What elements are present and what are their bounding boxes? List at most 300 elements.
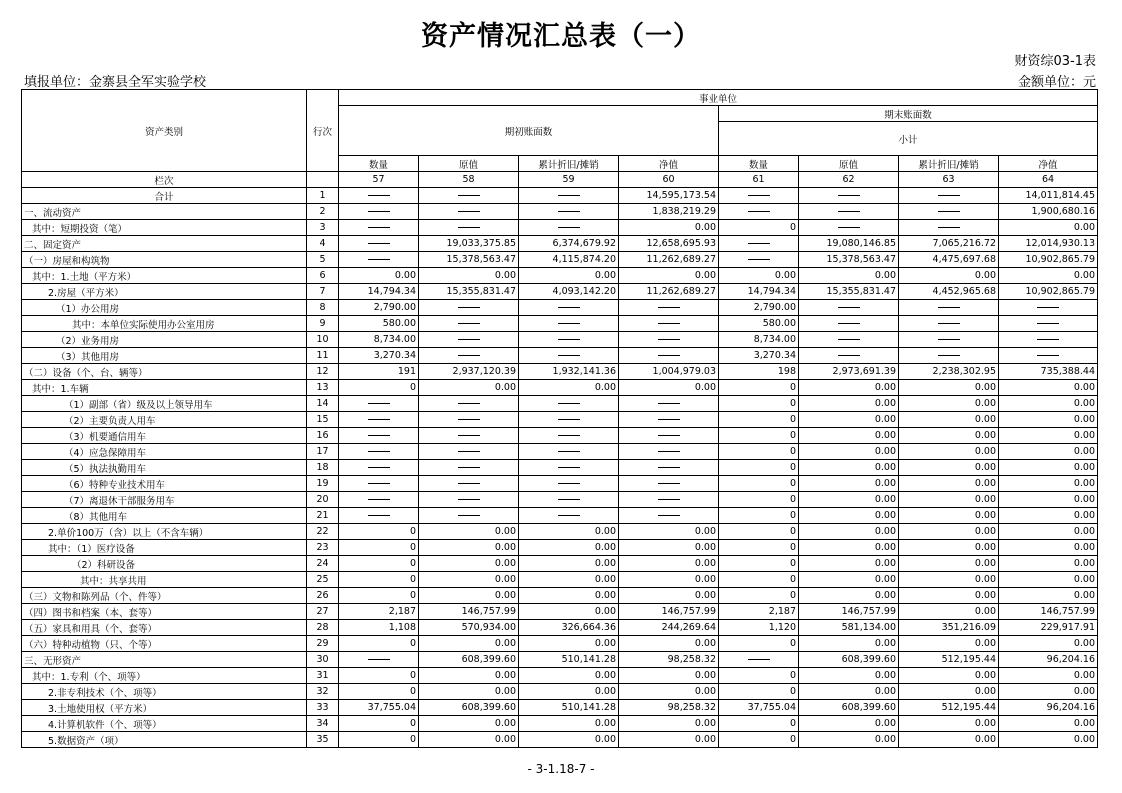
value-cell: 0.00 [899, 508, 999, 524]
value-cell: 98,258.32 [619, 652, 719, 668]
row-label: （三）文物和陈列品（个、件等） [22, 588, 307, 604]
table-row [22, 316, 1098, 332]
row-label: （6）特种专业技术用车 [22, 476, 307, 492]
value-cell: 0.00 [999, 460, 1098, 476]
row-number: 30 [307, 652, 339, 668]
table-row [22, 540, 1098, 556]
not-applicable-cell [719, 204, 799, 220]
not-applicable-cell [799, 220, 899, 236]
value-cell: 0.00 [619, 636, 719, 652]
dash-mark [558, 515, 580, 516]
dash-mark [368, 659, 390, 660]
value-cell: 0.00 [999, 476, 1098, 492]
value-cell: 0.00 [999, 380, 1098, 396]
value-cell: 608,399.60 [419, 700, 519, 716]
value-cell: 0 [719, 588, 799, 604]
not-applicable-cell [339, 236, 419, 252]
header-net-value: 净值 [619, 156, 719, 172]
value-cell: 4,452,965.68 [899, 284, 999, 300]
value-cell: 0 [339, 684, 419, 700]
dash-mark [1037, 355, 1059, 356]
value-cell: 0.00 [999, 492, 1098, 508]
value-cell: 0.00 [619, 716, 719, 732]
value-cell: 0 [719, 492, 799, 508]
value-cell: 0.00 [899, 524, 999, 540]
not-applicable-cell [719, 252, 799, 268]
value-cell: 0.00 [419, 524, 519, 540]
value-cell: 0 [339, 588, 419, 604]
value-cell: 0 [719, 428, 799, 444]
dash-mark [1037, 307, 1059, 308]
header-quantity: 数量 [719, 156, 799, 172]
row-number: 13 [307, 380, 339, 396]
row-number: 6 [307, 268, 339, 284]
row-number: 16 [307, 428, 339, 444]
row-number: 15 [307, 412, 339, 428]
value-cell: 8,734.00 [719, 332, 799, 348]
header-depreciation: 累计折旧/摊销 [899, 156, 999, 172]
dash-mark [458, 307, 480, 308]
dash-mark [658, 499, 680, 500]
table-row [22, 332, 1098, 348]
dash-mark [368, 435, 390, 436]
not-applicable-cell [799, 316, 899, 332]
value-cell: 0.00 [619, 588, 719, 604]
table-row [22, 572, 1098, 588]
not-applicable-cell [339, 412, 419, 428]
dash-mark [938, 323, 960, 324]
value-cell: 15,378,563.47 [799, 252, 899, 268]
table-row [22, 636, 1098, 652]
row-number: 14 [307, 396, 339, 412]
row-label: （5）执法执勤用车 [22, 460, 307, 476]
dash-mark [558, 195, 580, 196]
row-number: 17 [307, 444, 339, 460]
not-applicable-cell [519, 508, 619, 524]
row-number: 31 [307, 668, 339, 684]
dash-mark [458, 451, 480, 452]
value-cell: 0.00 [799, 412, 899, 428]
value-cell: 0.00 [419, 572, 519, 588]
value-cell: 0.00 [899, 668, 999, 684]
dash-mark [558, 419, 580, 420]
value-cell: 0.00 [999, 668, 1098, 684]
value-cell: 0.00 [899, 732, 999, 748]
column-number: 59 [519, 172, 619, 188]
value-cell: 0.00 [799, 396, 899, 412]
not-applicable-cell [719, 652, 799, 668]
not-applicable-cell [339, 204, 419, 220]
value-cell: 0.00 [899, 380, 999, 396]
value-cell: 0.00 [799, 588, 899, 604]
column-number: 57 [339, 172, 419, 188]
value-cell: 0.00 [519, 684, 619, 700]
table-body [22, 188, 1098, 748]
value-cell: 0.00 [899, 636, 999, 652]
row-label: 三、无形资产 [22, 652, 307, 668]
dash-mark [368, 243, 390, 244]
row-number: 21 [307, 508, 339, 524]
not-applicable-cell [519, 220, 619, 236]
value-cell: 0.00 [999, 716, 1098, 732]
report-title: 资产情况汇总表（一） [421, 21, 701, 52]
value-cell: 15,355,831.47 [419, 284, 519, 300]
value-cell: 351,216.09 [899, 620, 999, 636]
row-label: （二）设备（个、台、辆等） [22, 364, 307, 380]
value-cell: 0.00 [999, 444, 1098, 460]
column-number: 64 [999, 172, 1098, 188]
not-applicable-cell [899, 220, 999, 236]
value-cell: 0.00 [799, 460, 899, 476]
value-cell: 0.00 [419, 716, 519, 732]
row-number: 34 [307, 716, 339, 732]
value-cell: 146,757.99 [799, 604, 899, 620]
value-cell: 0.00 [899, 444, 999, 460]
value-cell: 0.00 [899, 588, 999, 604]
value-cell: 0.00 [999, 732, 1098, 748]
value-cell: 0.00 [999, 572, 1098, 588]
value-cell: 0.00 [619, 380, 719, 396]
row-number: 24 [307, 556, 339, 572]
row-label: （7）离退休干部服务用车 [22, 492, 307, 508]
header-row-no: 行次 [307, 90, 339, 172]
not-applicable-cell [339, 652, 419, 668]
value-cell: 96,204.16 [999, 652, 1098, 668]
value-cell: 0.00 [419, 668, 519, 684]
row-number: 12 [307, 364, 339, 380]
page-number: - 3-1.18-7 - [527, 762, 595, 776]
value-cell: 0 [339, 732, 419, 748]
value-cell: 0.00 [999, 524, 1098, 540]
row-number: 10 [307, 332, 339, 348]
not-applicable-cell [339, 492, 419, 508]
value-cell: 0.00 [419, 380, 519, 396]
value-cell: 0 [339, 540, 419, 556]
value-cell: 0.00 [519, 268, 619, 284]
value-cell: 191 [339, 364, 419, 380]
dash-mark [458, 515, 480, 516]
value-cell: 0.00 [799, 268, 899, 284]
value-cell: 1,900,680.16 [999, 204, 1098, 220]
row-number: 7 [307, 284, 339, 300]
value-cell: 580.00 [339, 316, 419, 332]
value-cell: 0.00 [519, 732, 619, 748]
dash-mark [748, 243, 770, 244]
value-cell: 512,195.44 [899, 652, 999, 668]
value-cell: 0.00 [619, 220, 719, 236]
value-cell: 4,115,874.20 [519, 252, 619, 268]
table-row [22, 492, 1098, 508]
value-cell: 0.00 [519, 716, 619, 732]
value-cell: 2,937,120.39 [419, 364, 519, 380]
dash-mark [838, 307, 860, 308]
table-row [22, 588, 1098, 604]
dash-mark [458, 323, 480, 324]
row-number: 4 [307, 236, 339, 252]
value-cell: 12,014,930.13 [999, 236, 1098, 252]
value-cell: 608,399.60 [799, 700, 899, 716]
dash-mark [838, 227, 860, 228]
value-cell: 0.00 [619, 540, 719, 556]
header-original-value: 原值 [799, 156, 899, 172]
dash-mark [748, 659, 770, 660]
value-cell: 0.00 [799, 476, 899, 492]
value-cell: 7,065,216.72 [899, 236, 999, 252]
dash-mark [658, 355, 680, 356]
not-applicable-cell [799, 188, 899, 204]
value-cell: 10,902,865.79 [999, 284, 1098, 300]
row-label: 4.计算机软件（个、项等） [22, 716, 307, 732]
not-applicable-cell [419, 204, 519, 220]
not-applicable-cell [519, 332, 619, 348]
row-label: 其中：本单位实际使用办公室用房 [22, 316, 307, 332]
value-cell: 0.00 [339, 268, 419, 284]
value-cell: 0.00 [999, 220, 1098, 236]
value-cell: 0.00 [419, 556, 519, 572]
dash-mark [458, 419, 480, 420]
not-applicable-cell [339, 508, 419, 524]
value-cell: 0.00 [999, 428, 1098, 444]
not-applicable-cell [619, 508, 719, 524]
value-cell: 0.00 [999, 540, 1098, 556]
value-cell: 326,664.36 [519, 620, 619, 636]
dash-mark [458, 499, 480, 500]
value-cell: 15,378,563.47 [419, 252, 519, 268]
value-cell: 2,973,691.39 [799, 364, 899, 380]
value-cell: 0.00 [619, 684, 719, 700]
value-cell: 14,794.34 [339, 284, 419, 300]
value-cell: 0.00 [799, 572, 899, 588]
not-applicable-cell [899, 316, 999, 332]
value-cell: 0 [339, 556, 419, 572]
row-label: 2.单价100万（含）以上（不含车辆） [22, 524, 307, 540]
value-cell: 0.00 [899, 492, 999, 508]
value-cell: 0 [719, 556, 799, 572]
value-cell: 14,595,173.54 [619, 188, 719, 204]
value-cell: 6,374,679.92 [519, 236, 619, 252]
value-cell: 0 [719, 220, 799, 236]
row-label: （2）业务用房 [22, 332, 307, 348]
amount-unit: 金额单位：元 [1017, 75, 1096, 90]
dash-mark [838, 355, 860, 356]
row-label: （1）办公用房 [22, 300, 307, 316]
dash-mark [558, 227, 580, 228]
not-applicable-cell [619, 460, 719, 476]
row-number: 18 [307, 460, 339, 476]
column-number: 62 [799, 172, 899, 188]
value-cell: 0.00 [619, 732, 719, 748]
not-applicable-cell [899, 332, 999, 348]
value-cell: 0.00 [519, 636, 619, 652]
value-cell: 0.00 [619, 556, 719, 572]
header-institution: 事业单位 [339, 90, 1098, 106]
dash-mark [558, 435, 580, 436]
dash-mark [458, 195, 480, 196]
value-cell: 3,270.34 [719, 348, 799, 364]
not-applicable-cell [999, 332, 1098, 348]
value-cell: 0 [339, 716, 419, 732]
not-applicable-cell [419, 460, 519, 476]
value-cell: 0.00 [799, 508, 899, 524]
header-asset-category: 资产类别 [22, 90, 307, 172]
not-applicable-cell [519, 428, 619, 444]
table-row [22, 412, 1098, 428]
not-applicable-cell [419, 300, 519, 316]
not-applicable-cell [619, 428, 719, 444]
dash-mark [368, 403, 390, 404]
row-label: （六）特种动植物（只、个等） [22, 636, 307, 652]
dash-mark [558, 451, 580, 452]
value-cell: 0.00 [519, 540, 619, 556]
value-cell: 0 [719, 460, 799, 476]
value-cell: 0.00 [899, 428, 999, 444]
value-cell: 0.00 [419, 588, 519, 604]
dash-mark [938, 227, 960, 228]
value-cell: 244,269.64 [619, 620, 719, 636]
value-cell: 0.00 [419, 540, 519, 556]
not-applicable-cell [419, 332, 519, 348]
value-cell: 0 [339, 572, 419, 588]
value-cell: 0 [339, 524, 419, 540]
value-cell: 0 [719, 684, 799, 700]
table-row [22, 428, 1098, 444]
not-applicable-cell [619, 316, 719, 332]
row-label: 其中：（1）医疗设备 [22, 540, 307, 556]
value-cell: 98,258.32 [619, 700, 719, 716]
table-row [22, 716, 1098, 732]
row-number: 9 [307, 316, 339, 332]
table-row [22, 188, 1098, 204]
not-applicable-cell [899, 300, 999, 316]
dash-mark [658, 451, 680, 452]
not-applicable-cell [619, 300, 719, 316]
not-applicable-cell [339, 252, 419, 268]
row-number: 8 [307, 300, 339, 316]
value-cell: 2,187 [719, 604, 799, 620]
value-cell: 0 [719, 540, 799, 556]
row-label: （一）房屋和构筑物 [22, 252, 307, 268]
value-cell: 0 [719, 732, 799, 748]
table-row [22, 732, 1098, 748]
dash-mark [558, 323, 580, 324]
value-cell: 11,262,689.27 [619, 284, 719, 300]
row-label: （3）其他用房 [22, 348, 307, 364]
not-applicable-cell [619, 444, 719, 460]
value-cell: 0.00 [519, 604, 619, 620]
dash-mark [748, 211, 770, 212]
value-cell: 0.00 [519, 556, 619, 572]
header-opening: 期初账面数 [339, 106, 719, 156]
dash-mark [368, 515, 390, 516]
value-cell: 0.00 [799, 556, 899, 572]
value-cell: 0.00 [899, 412, 999, 428]
table-row [22, 444, 1098, 460]
value-cell: 37,755.04 [339, 700, 419, 716]
value-cell: 4,475,697.68 [899, 252, 999, 268]
value-cell: 8,734.00 [339, 332, 419, 348]
value-cell: 0 [339, 668, 419, 684]
dash-mark [558, 211, 580, 212]
row-number: 25 [307, 572, 339, 588]
row-number: 29 [307, 636, 339, 652]
row-number: 19 [307, 476, 339, 492]
value-cell: 0.00 [899, 268, 999, 284]
row-number: 11 [307, 348, 339, 364]
not-applicable-cell [339, 396, 419, 412]
value-cell: 0.00 [799, 636, 899, 652]
dash-mark [938, 195, 960, 196]
dash-mark [658, 435, 680, 436]
value-cell: 0.00 [519, 572, 619, 588]
dash-mark [458, 435, 480, 436]
value-cell: 14,011,814.45 [999, 188, 1098, 204]
not-applicable-cell [719, 188, 799, 204]
value-cell: 15,355,831.47 [799, 284, 899, 300]
header-original-value: 原值 [419, 156, 519, 172]
table-row [22, 476, 1098, 492]
value-cell: 581,134.00 [799, 620, 899, 636]
value-cell: 0.00 [619, 524, 719, 540]
value-cell: 0.00 [419, 684, 519, 700]
value-cell: 11,262,689.27 [619, 252, 719, 268]
value-cell: 229,917.91 [999, 620, 1098, 636]
table-row [22, 604, 1098, 620]
not-applicable-cell [519, 396, 619, 412]
dash-mark [368, 467, 390, 468]
dash-mark [458, 355, 480, 356]
table-row [22, 204, 1098, 220]
row-label: （8）其他用车 [22, 508, 307, 524]
value-cell: 0.00 [999, 588, 1098, 604]
row-number: 26 [307, 588, 339, 604]
not-applicable-cell [419, 220, 519, 236]
not-applicable-cell [339, 220, 419, 236]
table-row [22, 460, 1098, 476]
row-label: 其中：1.土地（平方米） [22, 268, 307, 284]
not-applicable-cell [419, 348, 519, 364]
value-cell: 0.00 [419, 268, 519, 284]
row-number: 35 [307, 732, 339, 748]
value-cell: 19,033,375.85 [419, 236, 519, 252]
dash-mark [938, 211, 960, 212]
not-applicable-cell [899, 204, 999, 220]
dash-mark [558, 483, 580, 484]
dash-mark [558, 355, 580, 356]
dash-mark [838, 195, 860, 196]
dash-mark [838, 211, 860, 212]
column-number-blank [307, 172, 339, 188]
value-cell: 19,080,146.85 [799, 236, 899, 252]
value-cell: 0 [719, 380, 799, 396]
value-cell: 0.00 [899, 460, 999, 476]
column-number-label: 栏次 [22, 172, 307, 188]
row-label: 2.房屋（平方米） [22, 284, 307, 300]
table-row [22, 524, 1098, 540]
header-net-value: 净值 [999, 156, 1098, 172]
row-label: （2）科研设备 [22, 556, 307, 572]
row-label: 其中：1.车辆 [22, 380, 307, 396]
value-cell: 1,932,141.36 [519, 364, 619, 380]
not-applicable-cell [339, 460, 419, 476]
dash-mark [938, 339, 960, 340]
not-applicable-cell [999, 348, 1098, 364]
not-applicable-cell [619, 476, 719, 492]
value-cell: 0.00 [999, 636, 1098, 652]
value-cell: 2,790.00 [719, 300, 799, 316]
value-cell: 0.00 [899, 556, 999, 572]
row-number: 1 [307, 188, 339, 204]
value-cell: 0.00 [899, 684, 999, 700]
